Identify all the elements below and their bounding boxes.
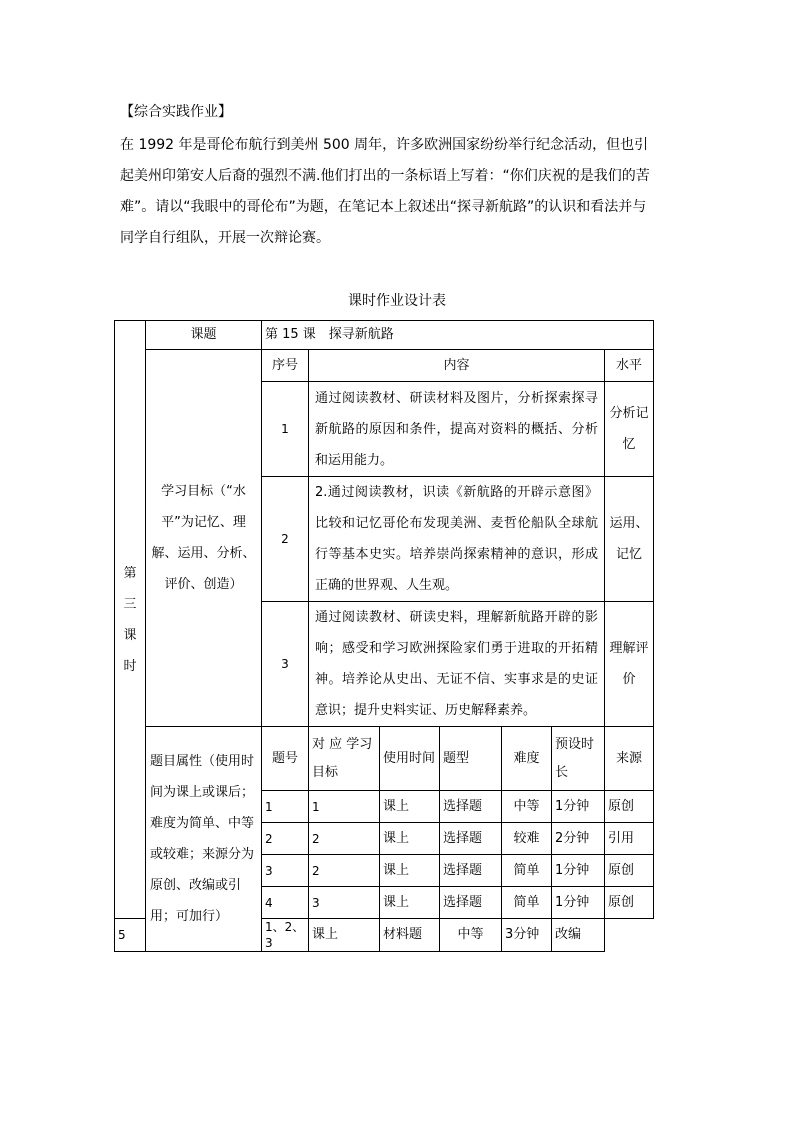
obj-header-level: 水平 — [605, 350, 654, 382]
q-difficulty: 较难 — [502, 823, 552, 855]
q-duration: 1分钟 — [552, 855, 605, 887]
q-type: 材料题 — [380, 919, 440, 952]
q-time: 课上 — [380, 823, 440, 855]
q-source: 原创 — [605, 791, 654, 823]
objective-level: 运用、记忆 — [605, 477, 654, 602]
q-header-difficulty: 难度 — [502, 727, 552, 791]
objective-content: 通过阅读教材、研读史料，理解新航路开辟的影响；感受和学习欧洲探险家们勇于进取的开拓精神。培养论从史出、无证不信、实事求是的史证意识；提升史料实证、历史解释素养。 — [309, 602, 605, 727]
q-duration: 1分钟 — [552, 791, 605, 823]
q-time: 课上 — [309, 919, 380, 952]
objective-level: 分析记忆 — [605, 382, 654, 477]
q-source: 改编 — [552, 919, 605, 952]
q-type: 选择题 — [440, 791, 502, 823]
objectives-label: 学习目标（“水平”为记忆、理解、运用、分析、评价、创造） — [146, 350, 262, 727]
q-type: 选择题 — [440, 823, 502, 855]
objective-level: 理解评价 — [605, 602, 654, 727]
topic-value: 第 15 课 探寻新航路 — [262, 321, 654, 350]
q-header-time: 使用时间 — [380, 727, 440, 791]
q-difficulty: 简单 — [502, 887, 552, 919]
objective-content: 通过阅读教材、研读材料及图片，分析探索探寻新航路的原因和条件，提高对资料的概括、分析和运用能力。 — [309, 382, 605, 477]
q-target: 3 — [309, 887, 380, 919]
obj-header-no: 序号 — [262, 350, 309, 382]
q-duration: 3分钟 — [502, 919, 552, 952]
q-header-no: 题号 — [262, 727, 309, 791]
side-label-char: 第 — [123, 565, 137, 581]
q-target: 1 — [309, 791, 380, 823]
side-label-char: 三 — [123, 596, 137, 612]
q-target: 2 — [309, 823, 380, 855]
question-attributes-label: 题目属性（使用时间为课上或课后；难度为简单、中等或较难；来源分为原创、改编或引用；可加行） — [146, 727, 262, 952]
lesson-design-table — [114, 320, 654, 952]
q-target: 2 — [309, 855, 380, 887]
q-type: 选择题 — [440, 855, 502, 887]
section-title: 【综合实践作业】 — [120, 104, 232, 120]
q-header-target: 对 应 学习目标 — [309, 727, 380, 791]
q-difficulty: 中等 — [502, 791, 552, 823]
objective-no: 3 — [262, 602, 309, 727]
q-time: 课上 — [380, 887, 440, 919]
objective-no: 2 — [262, 477, 309, 602]
side-label-char: 时 — [123, 658, 137, 674]
objective-content: 2.通过阅读教材，识读《新航路的开辟示意图》 比较和记忆哥伦布发现美洲、麦哲伦船队全球航行等基本史实。培养崇尚探索精神的意识，形成正确的世界观、人生观。 — [309, 477, 605, 602]
q-header-source: 来源 — [605, 727, 654, 791]
q-target: 1、2、3 — [262, 919, 309, 952]
q-no: 1 — [262, 791, 309, 823]
q-no: 5 — [115, 919, 146, 952]
q-no: 4 — [262, 887, 309, 919]
q-duration: 1分钟 — [552, 887, 605, 919]
q-difficulty: 中等 — [440, 919, 502, 952]
q-header-type: 题型 — [440, 727, 502, 791]
q-source: 原创 — [605, 887, 654, 919]
table-caption: 课时作业设计表 — [348, 293, 446, 309]
q-type: 选择题 — [440, 887, 502, 919]
q-no: 2 — [262, 823, 309, 855]
q-no: 3 — [262, 855, 309, 887]
q-duration: 2分钟 — [552, 823, 605, 855]
objective-no: 1 — [262, 382, 309, 477]
q-difficulty: 简单 — [502, 855, 552, 887]
q-time: 课上 — [380, 791, 440, 823]
obj-header-content: 内容 — [309, 350, 605, 382]
q-header-duration: 预设时长 — [552, 727, 605, 791]
lesson-side-label — [115, 321, 146, 919]
q-time: 课上 — [380, 855, 440, 887]
q-source: 原创 — [605, 855, 654, 887]
side-label-char: 课 — [123, 627, 137, 643]
q-source: 引用 — [605, 823, 654, 855]
topic-label: 课题 — [146, 321, 262, 350]
assignment-paragraph: 在 1992 年是哥伦布航行到美州 500 周年，许多欧洲国家纷纷举行纪念活动，但也引起美州印第安人后裔的强烈不满.他们打出的一条标语上写着：“你们庆祝的是我们的苦难”。请以“我眼中的哥伦布”为题，在笔记本上叙述出“探寻新航路”的认识和看法并与同学自行组队，开展一次辩论赛。 — [120, 137, 650, 246]
